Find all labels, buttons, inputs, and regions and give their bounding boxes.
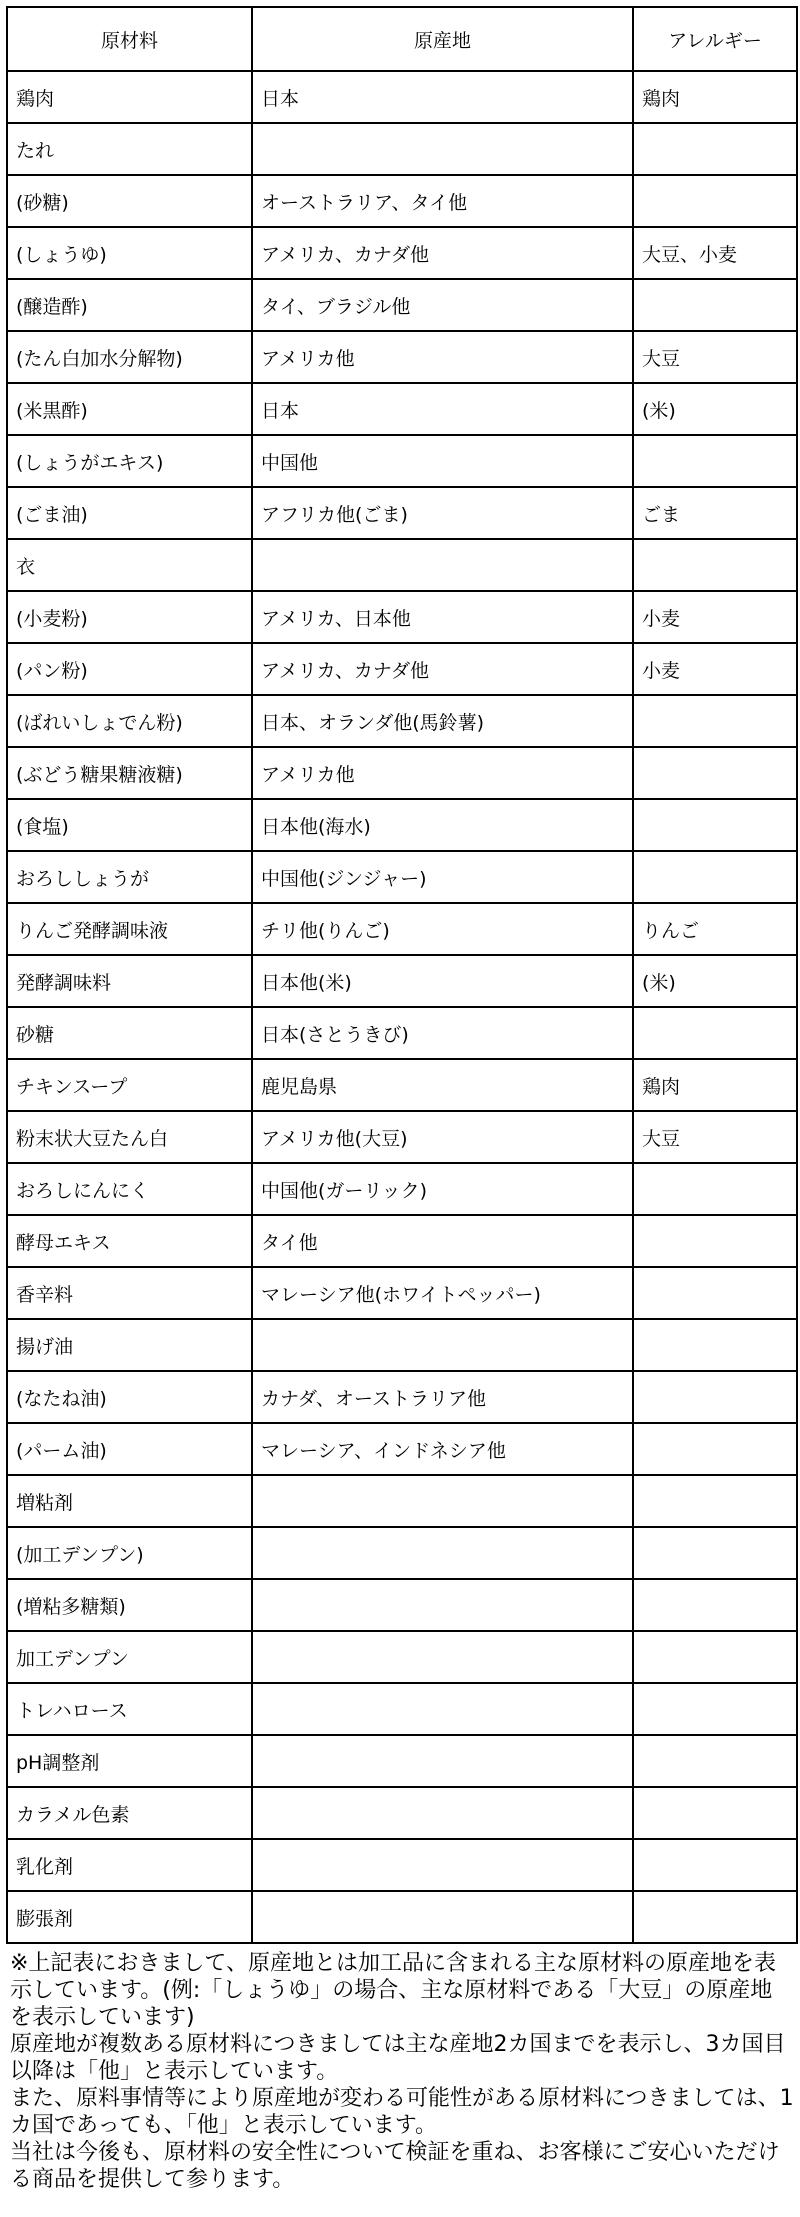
allergy-cell — [633, 123, 797, 175]
allergy-cell: 大豆 — [633, 331, 797, 383]
ingredient-cell: (しょうゆ) — [7, 227, 252, 279]
table-row — [7, 227, 797, 279]
header-row — [7, 7, 797, 71]
ingredient-cell: 衣 — [7, 539, 252, 591]
allergy-cell — [633, 1839, 797, 1891]
ingredient-cell: 鶏肉 — [7, 71, 252, 123]
origin-cell: チリ他(りんご) — [252, 903, 633, 955]
table-row — [7, 1839, 797, 1891]
ingredient-cell: (醸造酢) — [7, 279, 252, 331]
ingredient-cell: 膨張剤 — [7, 1891, 252, 1943]
allergy-cell — [633, 747, 797, 799]
origin-cell: マレーシア、インドネシア他 — [252, 1423, 633, 1475]
origin-cell: 日本他(米) — [252, 955, 633, 1007]
allergy-cell — [633, 175, 797, 227]
allergy-cell — [633, 1683, 797, 1735]
origin-cell: 中国他(ジンジャー) — [252, 851, 633, 903]
origin-cell: アメリカ他 — [252, 331, 633, 383]
origin-cell — [252, 1631, 633, 1683]
allergy-cell — [633, 1371, 797, 1423]
allergy-cell: 大豆、小麦 — [633, 227, 797, 279]
table-row — [7, 1215, 797, 1267]
origin-cell: 中国他(ガーリック) — [252, 1163, 633, 1215]
table-row — [7, 955, 797, 1007]
table-row — [7, 71, 797, 123]
table-row — [7, 799, 797, 851]
footnote-2: 原産地が複数ある原材料につきましては主な産地2カ国までを表示し、3カ国目以降は「他」と表示しています。 — [10, 2032, 786, 2084]
table-row — [7, 1007, 797, 1059]
origin-cell — [252, 1891, 633, 1943]
table-row — [7, 1787, 797, 1839]
footnote-1: ※上記表におきまして、原産地とは加工品に含まれる主な原材料の原産地を表示しています。(例:「しょうゆ」の場合、主な原材料である「大豆」の原産地を表示しています) — [10, 1951, 776, 2030]
allergy-cell — [633, 1215, 797, 1267]
ingredient-cell: (しょうがエキス) — [7, 435, 252, 487]
header-allergy: アレルギー — [633, 7, 797, 71]
ingredient-cell: おろしにんにく — [7, 1163, 252, 1215]
origin-cell: アフリカ他(ごま) — [252, 487, 633, 539]
ingredient-cell: (小麦粉) — [7, 591, 252, 643]
table-row — [7, 1267, 797, 1319]
ingredient-cell: 増粘剤 — [7, 1475, 252, 1527]
allergy-cell: 大豆 — [633, 1111, 797, 1163]
origin-cell — [252, 1787, 633, 1839]
origin-cell: マレーシア他(ホワイトペッパー) — [252, 1267, 633, 1319]
header-ingredient: 原材料 — [7, 7, 252, 71]
ingredient-cell: (ぶどう糖果糖液糖) — [7, 747, 252, 799]
ingredient-cell: (食塩) — [7, 799, 252, 851]
origin-cell: 日本 — [252, 71, 633, 123]
ingredient-cell: 酵母エキス — [7, 1215, 252, 1267]
origin-cell: アメリカ、カナダ他 — [252, 227, 633, 279]
table-row — [7, 123, 797, 175]
table-row — [7, 1371, 797, 1423]
table-row — [7, 1475, 797, 1527]
table-header — [7, 7, 797, 71]
ingredient-cell: チキンスープ — [7, 1059, 252, 1111]
allergy-cell — [633, 1163, 797, 1215]
table-row — [7, 1683, 797, 1735]
ingredient-cell: おろししょうが — [7, 851, 252, 903]
allergy-cell: (米) — [633, 383, 797, 435]
ingredient-cell: たれ — [7, 123, 252, 175]
ingredient-cell: 砂糖 — [7, 1007, 252, 1059]
allergy-cell — [633, 1475, 797, 1527]
origin-cell — [252, 1839, 633, 1891]
table-row — [7, 1891, 797, 1943]
table-row — [7, 175, 797, 227]
origin-cell: 鹿児島県 — [252, 1059, 633, 1111]
allergy-cell: りんご — [633, 903, 797, 955]
origin-cell: 中国他 — [252, 435, 633, 487]
table-row — [7, 331, 797, 383]
table-row — [7, 1319, 797, 1371]
table-row — [7, 591, 797, 643]
table-row — [7, 1423, 797, 1475]
ingredient-cell: (砂糖) — [7, 175, 252, 227]
allergy-cell — [633, 695, 797, 747]
ingredient-origin-table — [6, 6, 798, 1944]
table-row — [7, 695, 797, 747]
ingredient-cell: トレハロース — [7, 1683, 252, 1735]
table-row — [7, 383, 797, 435]
ingredient-cell: (たん白加水分解物) — [7, 331, 252, 383]
allergy-cell: (米) — [633, 955, 797, 1007]
ingredient-cell: (ごま油) — [7, 487, 252, 539]
ingredient-cell: (ばれいしょでん粉) — [7, 695, 252, 747]
origin-cell — [252, 1735, 633, 1787]
allergy-cell — [633, 1319, 797, 1371]
footnote-3: また、原料事情等により原産地が変わる可能性がある原材料につきましては、1カ国であっても、「他」と表示しています。 — [10, 2086, 794, 2138]
allergy-cell — [633, 1007, 797, 1059]
ingredient-cell: カラメル色素 — [7, 1787, 252, 1839]
table-row — [7, 435, 797, 487]
table-body — [7, 71, 797, 1943]
ingredient-cell: (パーム油) — [7, 1423, 252, 1475]
ingredient-cell: 揚げ油 — [7, 1319, 252, 1371]
origin-cell: 日本 — [252, 383, 633, 435]
origin-cell: タイ他 — [252, 1215, 633, 1267]
table-row — [7, 903, 797, 955]
origin-cell: アメリカ他 — [252, 747, 633, 799]
table-row — [7, 1163, 797, 1215]
allergy-cell: 小麦 — [633, 643, 797, 695]
origin-cell: オーストラリア、タイ他 — [252, 175, 633, 227]
ingredient-cell: (増粘多糖類) — [7, 1579, 252, 1631]
table-row — [7, 539, 797, 591]
table-row — [7, 1579, 797, 1631]
allergy-cell — [633, 539, 797, 591]
table-row — [7, 1631, 797, 1683]
table-row — [7, 851, 797, 903]
table-row — [7, 1527, 797, 1579]
allergy-cell — [633, 435, 797, 487]
allergy-cell — [633, 1631, 797, 1683]
ingredient-cell: りんご発酵調味液 — [7, 903, 252, 955]
allergy-cell — [633, 851, 797, 903]
origin-cell: アメリカ、日本他 — [252, 591, 633, 643]
ingredient-cell: (パン粉) — [7, 643, 252, 695]
ingredient-cell: pH調整剤 — [7, 1735, 252, 1787]
ingredient-cell: 乳化剤 — [7, 1839, 252, 1891]
origin-cell: タイ、ブラジル他 — [252, 279, 633, 331]
origin-cell — [252, 539, 633, 591]
origin-cell — [252, 123, 633, 175]
ingredient-cell: 香辛料 — [7, 1267, 252, 1319]
allergy-cell — [633, 279, 797, 331]
allergy-cell — [633, 1267, 797, 1319]
allergy-cell — [633, 1891, 797, 1943]
origin-cell: 日本、オランダ他(馬鈴薯) — [252, 695, 633, 747]
ingredient-cell: 粉末状大豆たん白 — [7, 1111, 252, 1163]
allergy-cell — [633, 1527, 797, 1579]
footnote-4: 当社は今後も、原材料の安全性について検証を重ね、お客様にご安心いただける商品を提供して参ります。 — [10, 2140, 780, 2192]
origin-cell — [252, 1683, 633, 1735]
allergy-cell: 小麦 — [633, 591, 797, 643]
ingredient-cell: (米黒酢) — [7, 383, 252, 435]
table-row — [7, 747, 797, 799]
allergy-cell — [633, 1423, 797, 1475]
allergy-cell: 鶏肉 — [633, 71, 797, 123]
allergy-cell — [633, 1787, 797, 1839]
ingredient-cell: 発酵調味料 — [7, 955, 252, 1007]
table-row — [7, 487, 797, 539]
table-row — [7, 643, 797, 695]
allergy-cell — [633, 1579, 797, 1631]
origin-cell: 日本他(海水) — [252, 799, 633, 851]
allergy-cell: ごま — [633, 487, 797, 539]
header-origin: 原産地 — [252, 7, 633, 71]
table-row — [7, 1059, 797, 1111]
origin-cell: アメリカ、カナダ他 — [252, 643, 633, 695]
origin-cell — [252, 1475, 633, 1527]
allergy-cell: 鶏肉 — [633, 1059, 797, 1111]
allergy-cell — [633, 799, 797, 851]
ingredient-cell: (なたね油) — [7, 1371, 252, 1423]
origin-cell: アメリカ他(大豆) — [252, 1111, 633, 1163]
origin-cell — [252, 1319, 633, 1371]
allergy-cell — [633, 1735, 797, 1787]
ingredient-cell: (加工デンプン) — [7, 1527, 252, 1579]
table-row — [7, 279, 797, 331]
origin-cell: カナダ、オーストラリア他 — [252, 1371, 633, 1423]
footnotes — [10, 1950, 794, 2193]
table-row — [7, 1735, 797, 1787]
origin-cell: 日本(さとうきび) — [252, 1007, 633, 1059]
ingredient-cell: 加工デンプン — [7, 1631, 252, 1683]
table-row — [7, 1111, 797, 1163]
origin-cell — [252, 1579, 633, 1631]
origin-cell — [252, 1527, 633, 1579]
